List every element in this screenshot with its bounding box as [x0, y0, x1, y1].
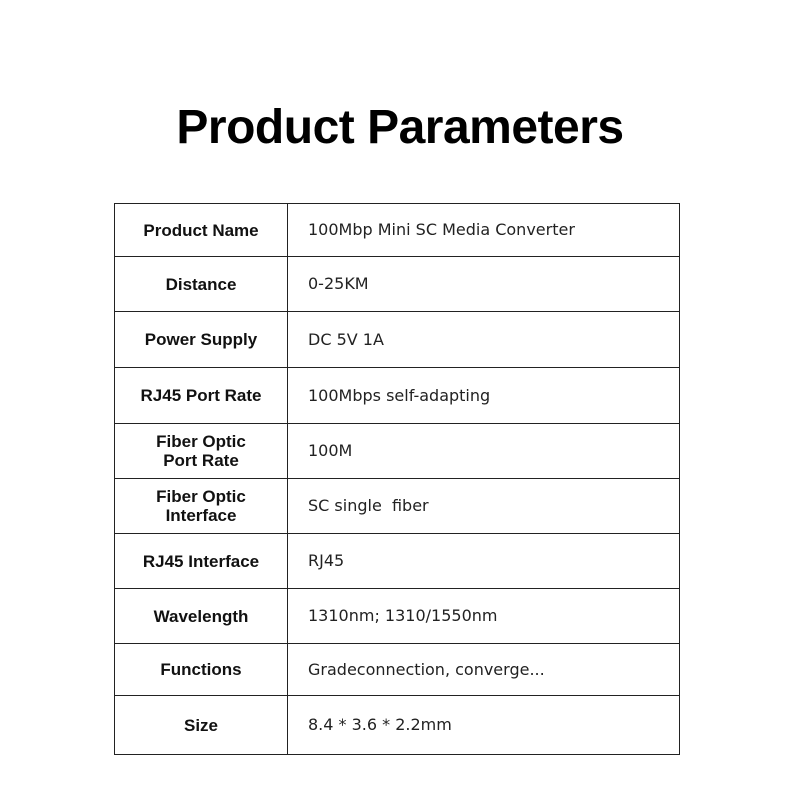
row-label: Size: [115, 696, 288, 755]
table-row: [115, 696, 680, 755]
row-value: 100M: [288, 424, 680, 479]
table-row: [115, 368, 680, 424]
row-label: Distance: [115, 257, 288, 312]
row-label: Power Supply: [115, 312, 288, 368]
table-row: [115, 589, 680, 644]
row-value: SC single fiber: [288, 479, 680, 534]
row-label: Fiber Optic Interface: [115, 479, 288, 534]
row-value: 100Mbps self-adapting: [288, 368, 680, 424]
table-row: [115, 257, 680, 312]
row-value: Gradeconnection, converge...: [288, 644, 680, 696]
table-row: [115, 204, 680, 257]
table-row: [115, 479, 680, 534]
row-value: DC 5V 1A: [288, 312, 680, 368]
row-value: 0-25KM: [288, 257, 680, 312]
row-value: 1310nm; 1310/1550nm: [288, 589, 680, 644]
parameters-table: [114, 203, 680, 755]
row-label: Fiber Optic Port Rate: [115, 424, 288, 479]
table-row: [115, 644, 680, 696]
page-title: Product Parameters: [176, 101, 624, 154]
row-label: Functions: [115, 644, 288, 696]
row-label: RJ45 Interface: [115, 534, 288, 589]
row-value: 100Mbp Mini SC Media Converter: [288, 204, 680, 257]
row-value: RJ45: [288, 534, 680, 589]
table-row: [115, 312, 680, 368]
table-row: [115, 534, 680, 589]
table-row: [115, 424, 680, 479]
row-value: 8.4 * 3.6 * 2.2mm: [288, 696, 680, 755]
row-label: Wavelength: [115, 589, 288, 644]
row-label: Product Name: [115, 204, 288, 257]
row-label: RJ45 Port Rate: [115, 368, 288, 424]
